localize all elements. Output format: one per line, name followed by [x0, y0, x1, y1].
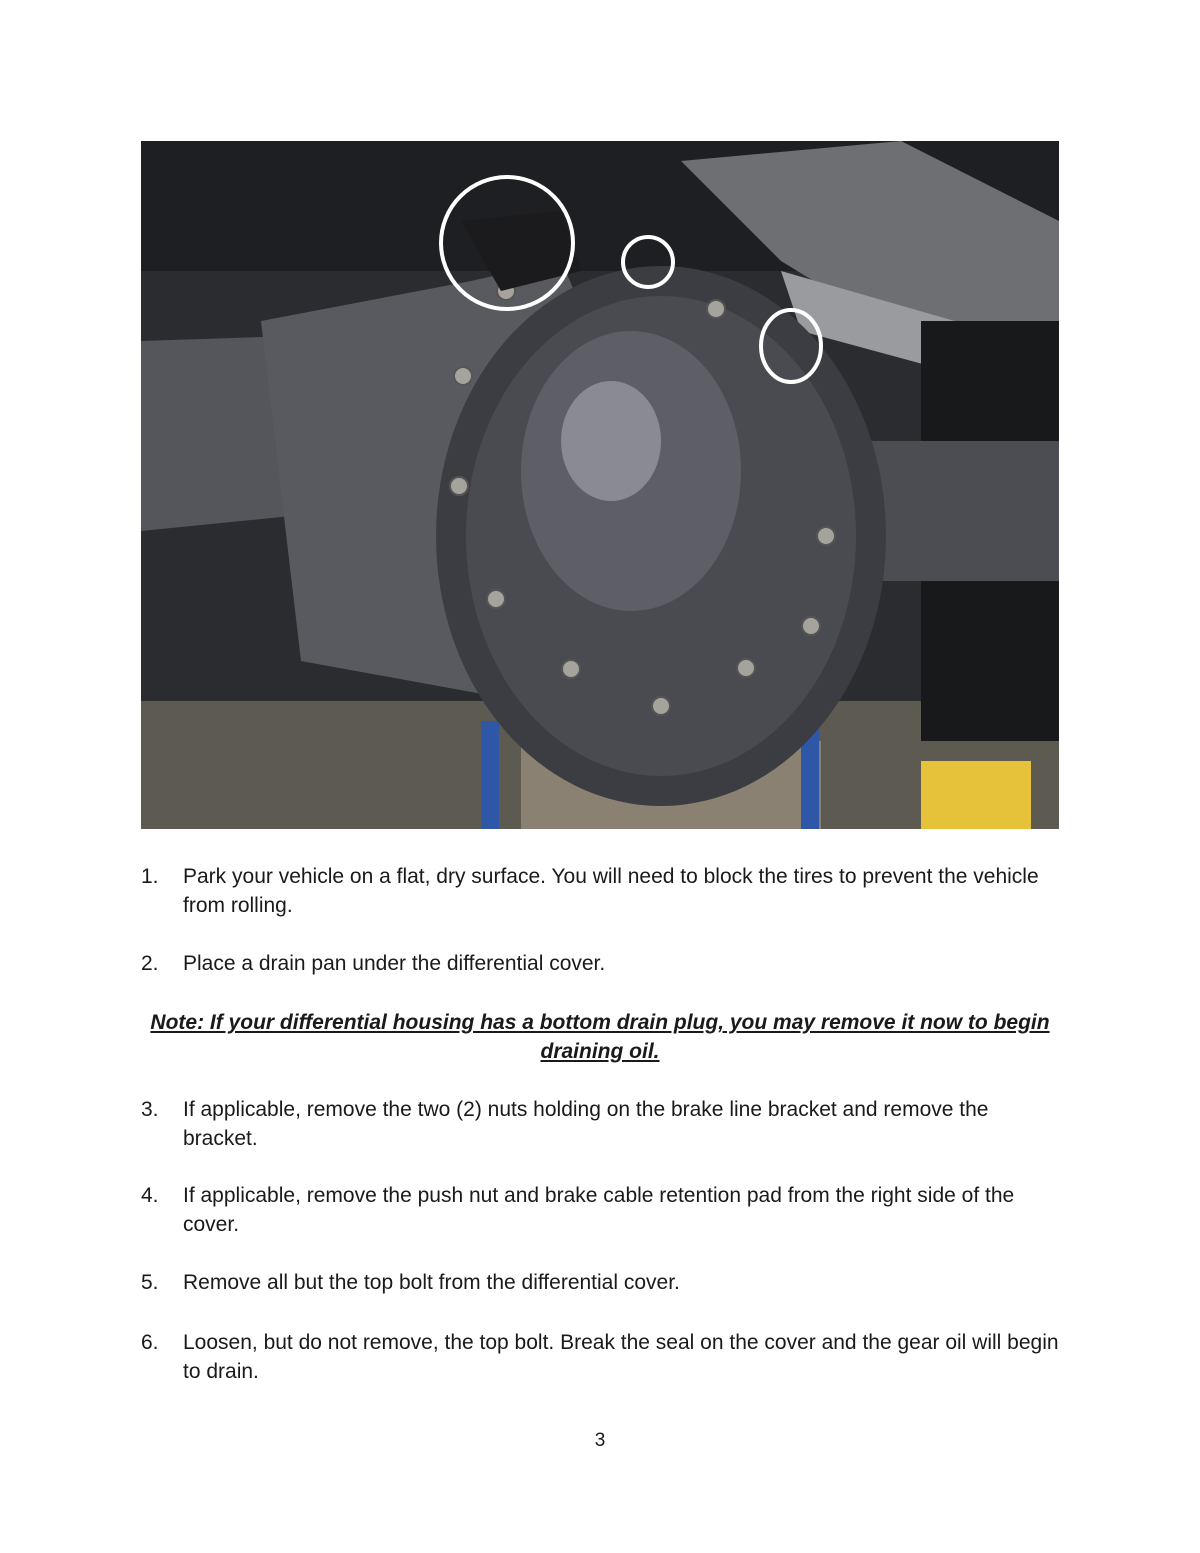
step-text: Place a drain pan under the differential cover.: [183, 952, 606, 975]
step-text: If applicable, remove the two (2) nuts holding on the brake line bracket and remove the bracket.: [183, 1098, 989, 1150]
differential-photo: [141, 141, 1059, 829]
step-text: Remove all but the top bolt from the differential cover.: [183, 1271, 680, 1294]
step-text: Park your vehicle on a flat, dry surface. You will need to block the tires to prevent the vehicle from rolling.: [183, 865, 1039, 917]
step-number: 4.: [141, 1184, 159, 1207]
step-text: Loosen, but do not remove, the top bolt. Break the seal on the cover and the gear oil will begin to drain.: [183, 1331, 1059, 1383]
step-number: 2.: [141, 952, 159, 975]
step-number: 1.: [141, 865, 159, 888]
step-number: 3.: [141, 1098, 159, 1121]
page-number: 3: [594, 1430, 606, 1451]
step-text: If applicable, remove the push nut and brake cable retention pad from the right side of the cover.: [183, 1184, 1015, 1236]
step-number: 6.: [141, 1331, 159, 1354]
drain-plug-note: Note: If your differential housing has a bottom drain plug, you may remove it now to begin draining oil.: [150, 1011, 1050, 1063]
step-number: 5.: [141, 1271, 159, 1294]
